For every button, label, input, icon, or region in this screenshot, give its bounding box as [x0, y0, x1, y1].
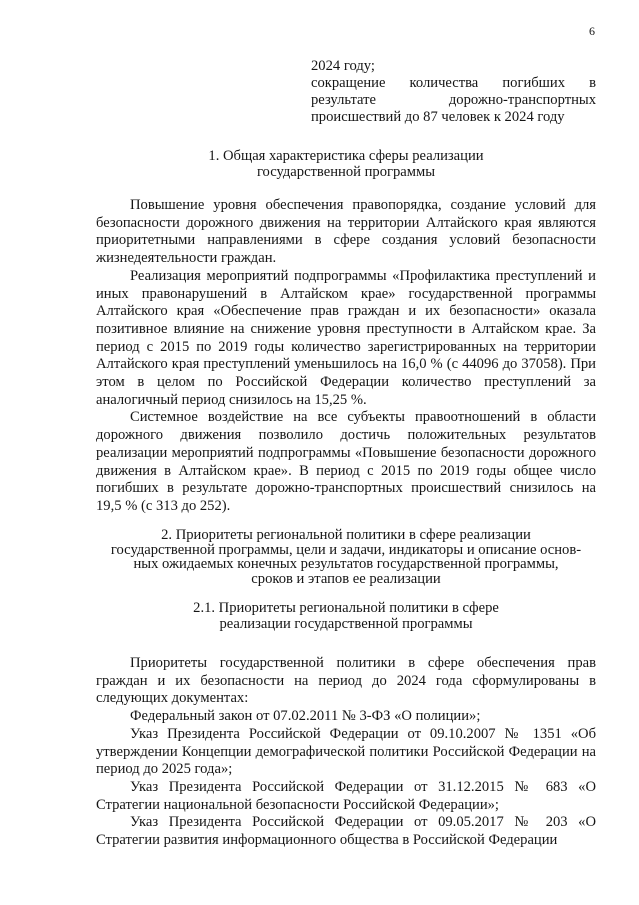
- intro-line-2: сокращение количества погибших в результате дорожно-транспортных происшествий до 87 человек к 2024 году: [311, 75, 596, 125]
- section-2-1-title-line-2: реализации государственной программы: [219, 616, 473, 632]
- section-1-paragraph-3: Системное воздействие на все субъекты правоотношений в области дорожного движения позволило достичь положительных результатов реализации мероприятий подпрограммы «Повышение безопасности дорожного движения в Алтайском крае». В период с 2015 по 2019 годы общее число погибших в результате дорожно-транспортных происшествий снизилось на 19,5 % (с 313 до 252).: [96, 409, 596, 514]
- intro-block: [311, 58, 596, 126]
- section-1-paragraph-2: Реализация мероприятий подпрограммы «Профилактика преступлений и иных правонарушений в Алтайском крае» государственной программы Алтайского края «Обеспечение прав граждан и их безопасности» оказала позитивное влияние на снижение уровня преступности в Алтайском крае. За период с 2015 по 2019 годы количество зарегистрированных на территории Алтайского края преступлений уменьшилось на 16,0 % (с 44096 до 37058). При этом в целом по Российской Федерации количество преступлений за аналогичный период снизилось на 15,25 %.: [96, 267, 596, 408]
- page-number: 6: [589, 24, 595, 38]
- section-2-title-line-1: 2. Приоритеты региональной политики в сфере реализации: [161, 527, 531, 543]
- intro-line-1: 2024 году;: [311, 58, 375, 74]
- section-1-title-line-2: государственной программы: [256, 164, 436, 180]
- section-2-title-line-3: ных ожидаемых конечных результатов государственной программы,: [133, 556, 559, 572]
- section-2-title-line-4: сроков и этапов ее реализации: [251, 570, 441, 587]
- section-2-1-paragraph-3: Указ Президента Российской Федерации от 09.10.2007 № 1351 «Об утверждении Концепции демографической политики Российской Федерации на период до 2025 года»;: [96, 725, 596, 778]
- section-1-title-line-1: 1. Общая характеристика сферы реализации: [208, 148, 484, 164]
- section-2-heading: [96, 528, 596, 586]
- section-2-1-heading: [96, 600, 596, 632]
- section-1-heading: [96, 148, 596, 180]
- section-2-1-paragraph-2: Федеральный закон от 07.02.2011 № 3-ФЗ «О полиции»;: [130, 708, 481, 725]
- section-2-1-paragraph-5: Указ Президента Российской Федерации от 09.05.2017 № 203 «О Стратегии развития информационного общества в Российской Федерации: [96, 814, 596, 849]
- section-2-1-title-line-1: 2.1. Приоритеты региональной политики в сфере: [193, 600, 499, 616]
- section-2-1-paragraph-1: Приоритеты государственной политики в сфере обеспечения прав граждан и их безопасности на период до 2024 года сформулированы в следующих документах:: [96, 655, 596, 707]
- section-1-body: [96, 197, 596, 516]
- section-2-1-paragraph-4: Указ Президента Российской Федерации от 31.12.2015 № 683 «О Стратегии национальной безопасности Российской Федерации»;: [96, 778, 596, 813]
- section-1-paragraph-1: Повышение уровня обеспечения правопорядка, создание условий для безопасности дорожного движения на территории Алтайского края являются приоритетными направлениями в сфере создания условий безопасности жизнедеятельности граждан.: [96, 197, 596, 267]
- section-2-title-line-2: государственной программы, цели и задачи, индикаторы и описание основ-: [110, 541, 582, 558]
- section-2-1-body: [96, 655, 596, 850]
